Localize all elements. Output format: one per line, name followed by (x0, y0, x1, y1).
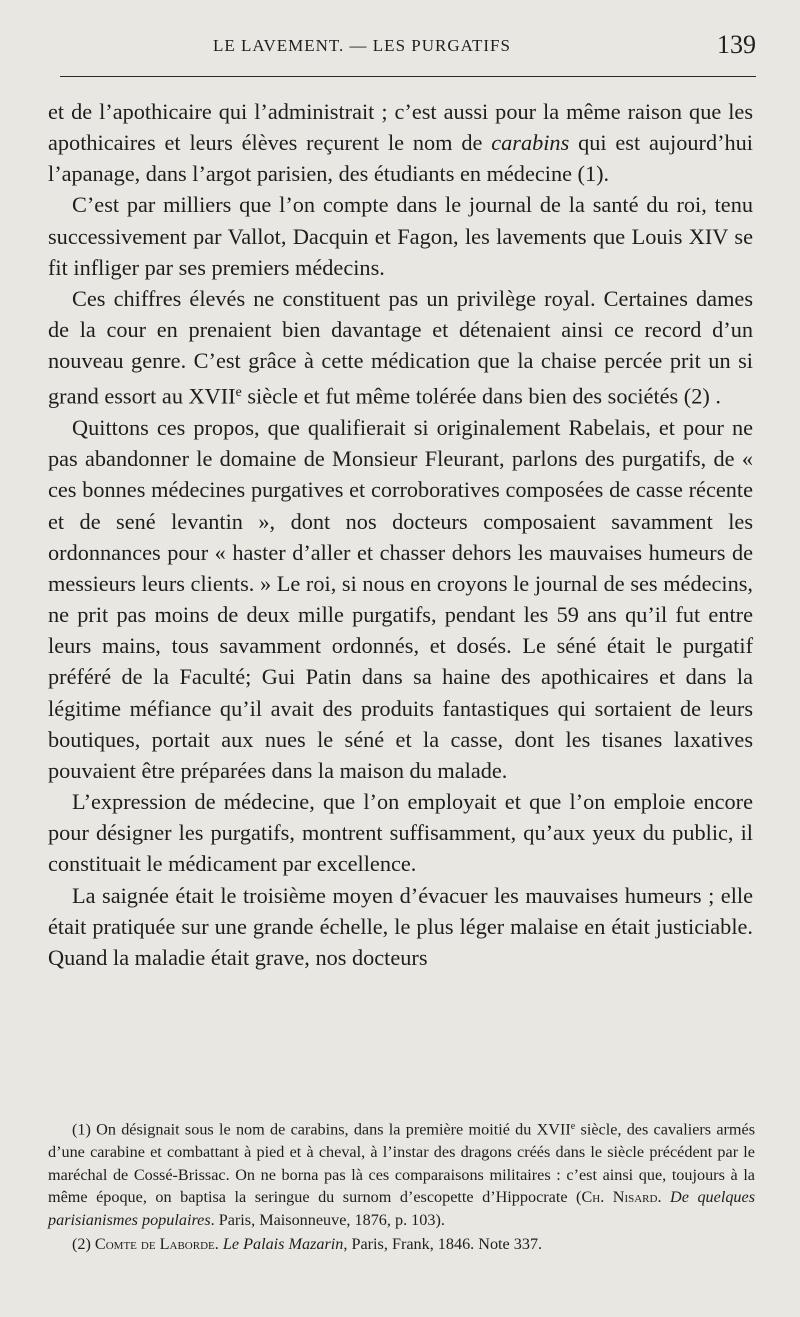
page-number: 139 (717, 30, 756, 59)
footnote-1-tail: . Paris, Maisonneuve, 1876, p. 103). (210, 1210, 445, 1229)
footnote-1-author: Ch. Nisard (581, 1188, 658, 1207)
footnote-2-dot: . (214, 1235, 223, 1254)
footnote-2-author: Comte de Laborde (94, 1235, 215, 1254)
running-title: LE LAVEMENT. — LES PURGATIFS (213, 36, 511, 55)
century-superscript: e (235, 384, 242, 400)
running-head (0, 30, 800, 64)
footnote-2 (48, 1233, 755, 1256)
paragraph-1-tail: qui est aujourd’hui l’apanage, dans l’argot parisien, des étudiants en médecine (1). (48, 130, 754, 187)
footnote-1-text: (1) On désignait sous le nom de carabins, dans la première moitié du XVII (72, 1120, 571, 1139)
body-text (48, 96, 753, 973)
paragraph-6: La saignée était le troisième moyen d’évacuer les mauvaises humeurs ; elle était pratiquée sur une grande échelle, le plus léger malaise en était justiciable. Quand la maladie était grave, nos docteurs (48, 882, 753, 970)
footnote-1-mid: siècle, des cavaliers armés d’une carabine et combattant à pied et à cheval, à l’instar des dragons créés dans le siècle précédent par le maréchal de Cossé-Brissac. On ne borna pas là ces comparaisons militaires : c’est ainsi que, toujours à la même époque, on baptisa la seringue du surnom d’escopette d’Hippocrate ( (48, 1120, 755, 1207)
paragraph-2: C’est par milliers que l’on compte dans le journal de la santé du roi, tenu successivement par Vallot, Dacquin et Fagon, les lavements que Louis XIV se fit infliger par ses premiers médecins. (48, 192, 753, 280)
footnote-1 (48, 1116, 755, 1231)
footnotes (48, 1116, 755, 1256)
paragraph-1-italic: carabins (491, 130, 570, 156)
paragraph-1 (48, 96, 753, 189)
paragraph-5: L’expression de médecine, que l’on employait et que l’on emploie encore pour désigner les purgatifs, montrent suffisamment, qu’aux yeux du public, il constituait le médicament par excellence. (48, 789, 753, 877)
footnote-2-tail: , Paris, Frank, 1846. Note 337. (343, 1235, 543, 1254)
footnote-1-title: De quelques parisianismes populaires (48, 1188, 755, 1229)
header-rule (60, 76, 756, 77)
paragraph-3 (48, 283, 753, 412)
paragraph-3-tail: siècle et fut même tolérée dans bien des sociétés (2) . (241, 384, 721, 409)
paragraph-3-text: Ces chiffres élevés ne constituent pas un privilège royal. Certaines dames de la cour en prenaient bien davantage et détenaient ainsi ce record d’un nouveau genre. C’est grâce à cette médication que la chaise percée prit un si grand essort au XVII (48, 285, 753, 409)
footnote-2-number: (2) (72, 1235, 95, 1254)
paragraph-4: Quittons ces propos, que qualifierait si originalement Rabelais, et pour ne pas abandonner le domaine de Monsieur Fleurant, parlons des purgatifs, de « ces bonnes médecines purgatives et corroboratives composées de casse récente et de sené levantin », dont nos docteurs composaient savamment les ordonnances pour « haster d’aller et chasser dehors les mauvaises humeurs de messieurs leurs clients. » Le roi, si nous en croyons le journal de ses médecins, ne prit pas moins de deux mille purgatifs, pendant les 59 ans qu’il fut entre leurs mains, tous savamment ordonnés, et dosés. Le séné était le purgatif préféré de la Faculté; Gui Patin dans sa haine des apothicaires et dans la légitime méfiance qu’il avait des produits fantastiques qui sortaient de leurs boutiques, portait aux nues le séné et la casse, dont les tisanes laxatives pouvaient être préparées dans la maison du malade. (48, 415, 753, 783)
footnote-2-title: Le Palais Mazarin (222, 1235, 344, 1254)
footnote-1-dot: . (657, 1188, 671, 1207)
footnote-1-superscript: e (570, 1121, 576, 1132)
paragraph-1-text: et de l’apothicaire qui l’administrait ; c’est aussi pour la même raison que les apothicaires et leurs élèves reçurent le nom de (48, 99, 753, 156)
